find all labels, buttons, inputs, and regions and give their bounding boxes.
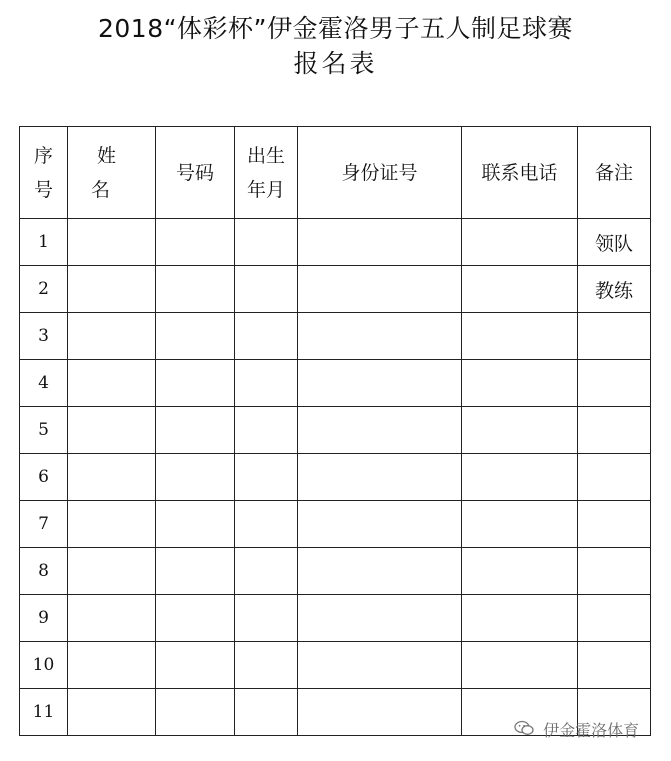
seq-cell: 4	[20, 360, 68, 407]
header-remark: 备注	[578, 127, 651, 219]
number-cell	[156, 501, 235, 548]
birth-cell	[235, 454, 298, 501]
form-subtitle: 报名表	[293, 49, 378, 78]
header-phone: 联系电话	[462, 127, 578, 219]
number-cell	[156, 595, 235, 642]
name-cell	[68, 689, 156, 736]
header-name	[68, 127, 156, 219]
name-cell	[68, 642, 156, 689]
header-name-label: 姓名	[90, 144, 138, 201]
number-cell	[156, 689, 235, 736]
phone-cell	[462, 548, 578, 595]
seq-cell: 8	[20, 548, 68, 595]
phone-cell	[462, 313, 578, 360]
id-number-cell	[298, 642, 462, 689]
phone-cell	[462, 595, 578, 642]
name-cell	[68, 360, 156, 407]
id-number-cell	[298, 501, 462, 548]
id-number-cell	[298, 407, 462, 454]
id-number-cell	[298, 454, 462, 501]
id-number-cell	[298, 548, 462, 595]
remark-cell	[578, 313, 651, 360]
seq-cell: 9	[20, 595, 68, 642]
birth-cell	[235, 360, 298, 407]
phone-cell	[462, 360, 578, 407]
remark-cell	[578, 501, 651, 548]
table-row	[20, 454, 651, 501]
number-cell	[156, 642, 235, 689]
phone-cell	[462, 266, 578, 313]
birth-cell	[235, 407, 298, 454]
seq-cell: 7	[20, 501, 68, 548]
seq-cell: 10	[20, 642, 68, 689]
name-cell	[68, 548, 156, 595]
registration-table	[19, 126, 651, 736]
header-seq	[20, 127, 68, 219]
id-number-cell	[298, 219, 462, 266]
header-number: 号码	[156, 127, 235, 219]
header-seq-line1: 序	[33, 144, 53, 167]
name-cell	[68, 595, 156, 642]
name-cell	[68, 266, 156, 313]
remark-cell	[578, 454, 651, 501]
number-cell	[156, 313, 235, 360]
header-id-number: 身份证号	[298, 127, 462, 219]
number-cell	[156, 360, 235, 407]
number-cell	[156, 548, 235, 595]
birth-cell	[235, 266, 298, 313]
form-title: 2018“体彩杯”伊金霍洛男子五人制足球赛	[97, 14, 574, 43]
birth-cell	[235, 219, 298, 266]
remark-cell	[578, 548, 651, 595]
header-row	[20, 127, 651, 219]
phone-cell	[462, 407, 578, 454]
birth-cell	[235, 595, 298, 642]
watermark	[514, 718, 639, 741]
id-number-cell	[298, 313, 462, 360]
birth-cell	[235, 642, 298, 689]
number-cell	[156, 219, 235, 266]
name-cell	[68, 219, 156, 266]
number-cell	[156, 407, 235, 454]
table-row	[20, 313, 651, 360]
remark-cell	[578, 642, 651, 689]
header-birth-line2: 年月	[246, 178, 285, 201]
remark-cell	[578, 360, 651, 407]
phone-cell	[462, 454, 578, 501]
remark-cell	[578, 407, 651, 454]
phone-cell	[462, 642, 578, 689]
birth-cell	[235, 313, 298, 360]
birth-cell	[235, 548, 298, 595]
remark-cell: 教练	[578, 266, 651, 313]
remark-cell: 领队	[578, 219, 651, 266]
wechat-icon	[514, 720, 534, 740]
table-row	[20, 501, 651, 548]
seq-cell: 3	[20, 313, 68, 360]
phone-cell	[462, 219, 578, 266]
birth-cell	[235, 689, 298, 736]
table-row	[20, 219, 651, 266]
name-cell	[68, 501, 156, 548]
id-number-cell	[298, 689, 462, 736]
name-cell	[68, 313, 156, 360]
id-number-cell	[298, 266, 462, 313]
number-cell	[156, 454, 235, 501]
table-row	[20, 266, 651, 313]
header-birth-line1: 出生	[246, 144, 285, 167]
table-row	[20, 407, 651, 454]
phone-cell	[462, 501, 578, 548]
id-number-cell	[298, 595, 462, 642]
name-cell	[68, 407, 156, 454]
id-number-cell	[298, 360, 462, 407]
name-cell	[68, 454, 156, 501]
birth-cell	[235, 501, 298, 548]
table-row	[20, 642, 651, 689]
number-cell	[156, 266, 235, 313]
table-row	[20, 360, 651, 407]
table-row	[20, 548, 651, 595]
seq-cell: 11	[20, 689, 68, 736]
seq-cell: 2	[20, 266, 68, 313]
header-seq-line2: 号	[33, 178, 53, 201]
table-row	[20, 595, 651, 642]
seq-cell: 5	[20, 407, 68, 454]
seq-cell: 1	[20, 219, 68, 266]
watermark-text: 伊金霍洛体育	[543, 721, 640, 740]
header-birth	[235, 127, 298, 219]
remark-cell	[578, 595, 651, 642]
seq-cell: 6	[20, 454, 68, 501]
